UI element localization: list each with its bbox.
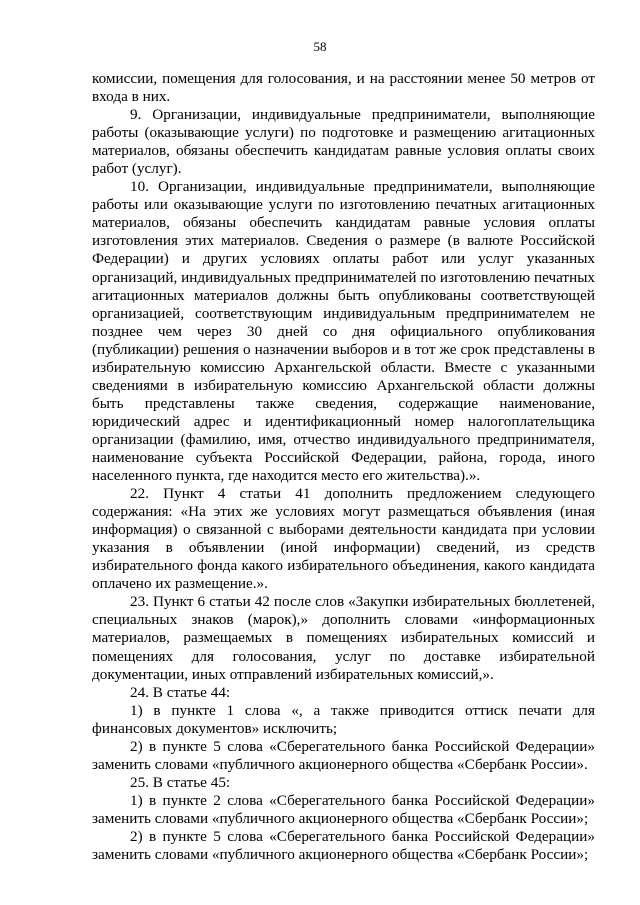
paragraph-item-23: 23. Пункт 6 статьи 42 после слов «Закупки избирательных бюллетеней, специальных знаков (марок),» дополнить словами «информационных материалов, размещаемых в помещениях избирательных комиссий и помещениях для голосования, услуг по доставке избирательной документации, иных отправлений избирательных комиссий,».: [92, 593, 595, 683]
paragraph-item-25-1: 1) в пункте 2 слова «Сберегательного банка Российской Федерации» заменить словами «публичного акционерного общества «Сбербанк России»;: [92, 791, 595, 827]
paragraph-item-24-1: 1) в пункте 1 слова «, а также приводится оттиск печати для финансовых документов» исключить;: [92, 701, 595, 737]
document-body: [92, 70, 595, 864]
paragraph-continuation: комиссии, помещения для голосования, и на расстоянии менее 50 метров от входа в них.: [92, 70, 595, 106]
page-number: 58: [313, 39, 327, 54]
paragraph-item-10: 10. Организации, индивидуальные предприниматели, выполняющие работы или оказывающие услуги по изготовлению печатных агитационных материалов, обязаны обеспечить кандидатам равные условия оплаты изготовления этих материалов. Сведения о размере (в валюте Российской Федерации) и других условиях оплаты работ или услуг указанных организаций, индивидуальных предпринимателей по изготовлению печатных агитационных материалов должны быть опубликованы соответствующей организацией, соответствующим индивидуальным предпринимателем не позднее чем через 30 дней со дня официального опубликования (публикации) решения о назначении выборов и в тот же срок представлены в избирательную комиссию Архангельской области. Вместе с указанными сведениями в избирательную комиссию Архангельской области должны быть представлены также сведения, содержащие наименование, юридический адрес и идентификационный номер налогоплательщика организации (фамилию, имя, отчество индивидуального предпринимателя, наименование субъекта Российской Федерации, района, города, иного населенного пункта, где находится место его жительства).».: [92, 178, 595, 485]
paragraph-item-25: 25. В статье 45:: [130, 773, 231, 791]
paragraph-item-9: 9. Организации, индивидуальные предприниматели, выполняющие работы (оказывающие услуги) по подготовке и размещению агитационных материалов, обязаны обеспечить кандидатам равные условия оплаты своих работ (услуг).: [92, 106, 595, 178]
paragraph-item-25-2: 2) в пункте 5 слова «Сберегательного банка Российской Федерации» заменить словами «публичного акционерного общества «Сбербанк России»;: [92, 827, 595, 864]
paragraph-item-24-2: 2) в пункте 5 слова «Сберегательного банка Российской Федерации» заменить словами «публичного акционерного общества «Сбербанк России».: [92, 737, 595, 773]
paragraph-item-22: 22. Пункт 4 статьи 41 дополнить предложением следующего содержания: «На этих же условиях могут размещаться объявления (иная информация) о связанной с выборами деятельности кандидата при условии указания в объявлении (иной информации) сведений, из средств избирательного фонда какого избирательного объединения, какого кандидата оплачено их размещение.».: [92, 485, 595, 593]
paragraph-item-24: 24. В статье 44:: [130, 683, 231, 701]
